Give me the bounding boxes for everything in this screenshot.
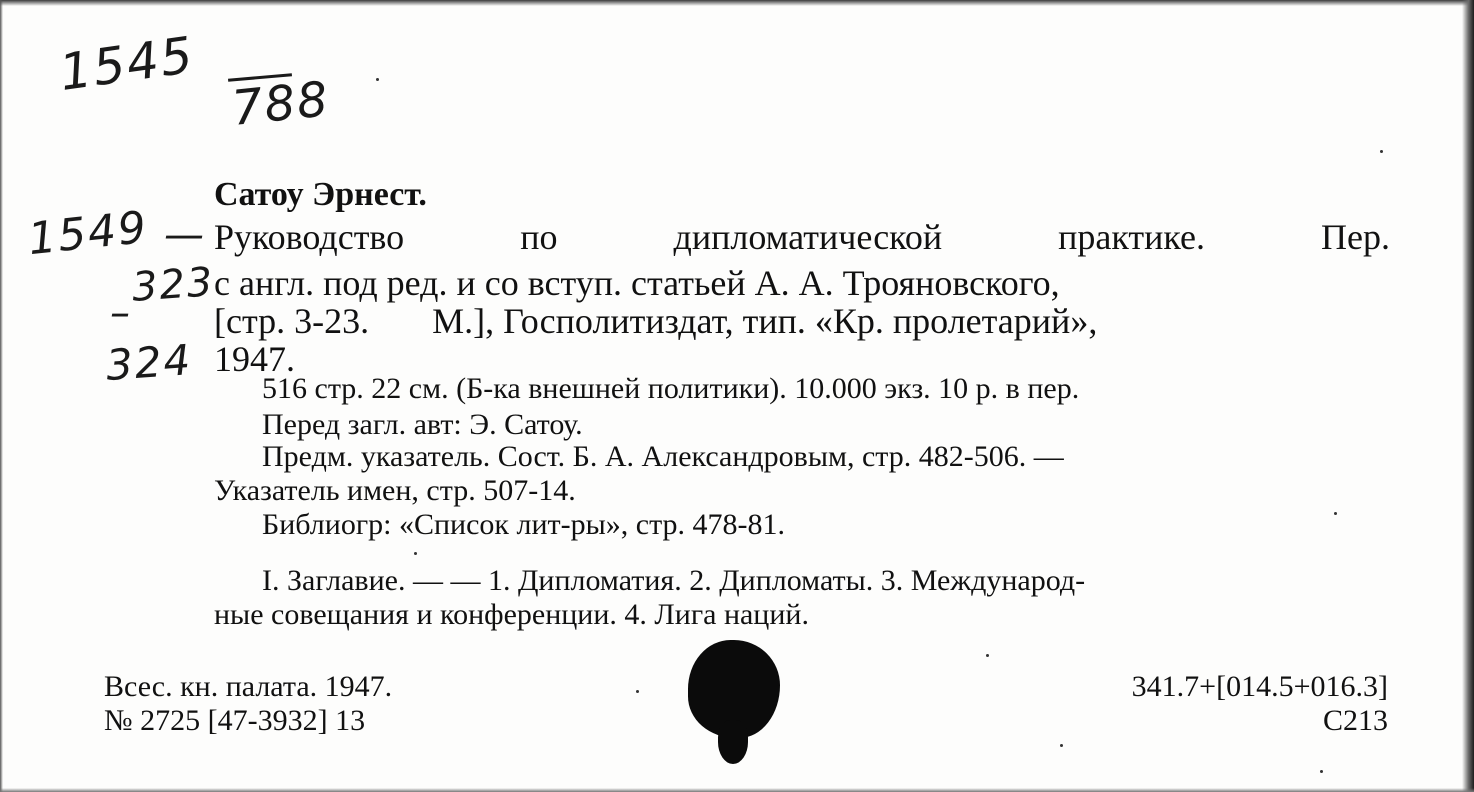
title-line-3: [стр. 3-23. М.], Госполитиздат, тип. «Кр. пролетарий», xyxy=(214,301,1098,341)
scan-speck xyxy=(376,78,379,81)
card-top-edge xyxy=(0,0,1474,6)
classification-code: 341.7+[014.5+016.3] xyxy=(1131,670,1388,703)
handwritten-number-324: 324 xyxy=(104,335,194,390)
physical-description: 516 стр. 22 см. (Б-ка внешней политики). 10.000 экз. 10 р. в пер. xyxy=(262,372,1080,405)
title-word: Руководство xyxy=(214,217,405,257)
handwritten-mid-dash: — xyxy=(164,212,206,258)
card-left-edge xyxy=(0,0,3,792)
title-line-1 xyxy=(214,216,1390,258)
card-right-edge xyxy=(1462,0,1474,792)
title-line-4: 1947. xyxy=(214,339,295,379)
note-subject-index: Предм. указатель. Сост. Б. А. Александровым, стр. 482-506. — xyxy=(262,440,1064,473)
handwritten-number-323: 323 xyxy=(130,259,216,311)
scan-speck xyxy=(636,690,639,693)
title-word: Пер. xyxy=(1321,217,1390,257)
author-heading: Сатоу Эрнест. xyxy=(214,176,427,213)
cutter-code: С213 xyxy=(1322,704,1388,737)
title-word: практике. xyxy=(1058,217,1205,257)
card-bottom-edge xyxy=(0,788,1474,792)
scan-speck xyxy=(986,654,989,657)
note-bibliography: Библиогр: «Список лит-ры», стр. 478-81. xyxy=(262,508,786,541)
title-word: по xyxy=(520,217,558,257)
title-word: дипломатической xyxy=(673,217,943,257)
card-number: № 2725 [47-3932] 13 xyxy=(104,704,366,737)
handwritten-mid-number: 1549 xyxy=(25,201,151,266)
scan-speck xyxy=(1320,770,1323,773)
scan-speck xyxy=(1060,744,1063,747)
punch-hole-tail xyxy=(718,720,748,764)
subject-headings-line-1: I. Заглавие. — — 1. Дипломатия. 2. Дипломаты. 3. Международ- xyxy=(262,564,1086,597)
handwritten-top-number-2: 788 xyxy=(229,71,333,137)
title-line-2: с англ. под ред. и со вступ. статьей А. А. Трояновского, xyxy=(214,263,1060,303)
note-name-index: Указатель имен, стр. 507-14. xyxy=(214,474,576,507)
handwritten-top-number: 1545 xyxy=(55,25,198,103)
chamber-label: Всес. кн. палата. 1947. xyxy=(104,670,393,703)
scan-speck xyxy=(1380,150,1383,153)
scan-speck xyxy=(414,552,417,555)
scan-speck xyxy=(1334,512,1337,515)
handwritten-dash-2: – xyxy=(110,290,132,336)
note-author: Перед загл. авт: Э. Сатоу. xyxy=(262,408,583,441)
subject-headings-line-2: ные совещания и конференции. 4. Лига наций. xyxy=(214,598,809,631)
